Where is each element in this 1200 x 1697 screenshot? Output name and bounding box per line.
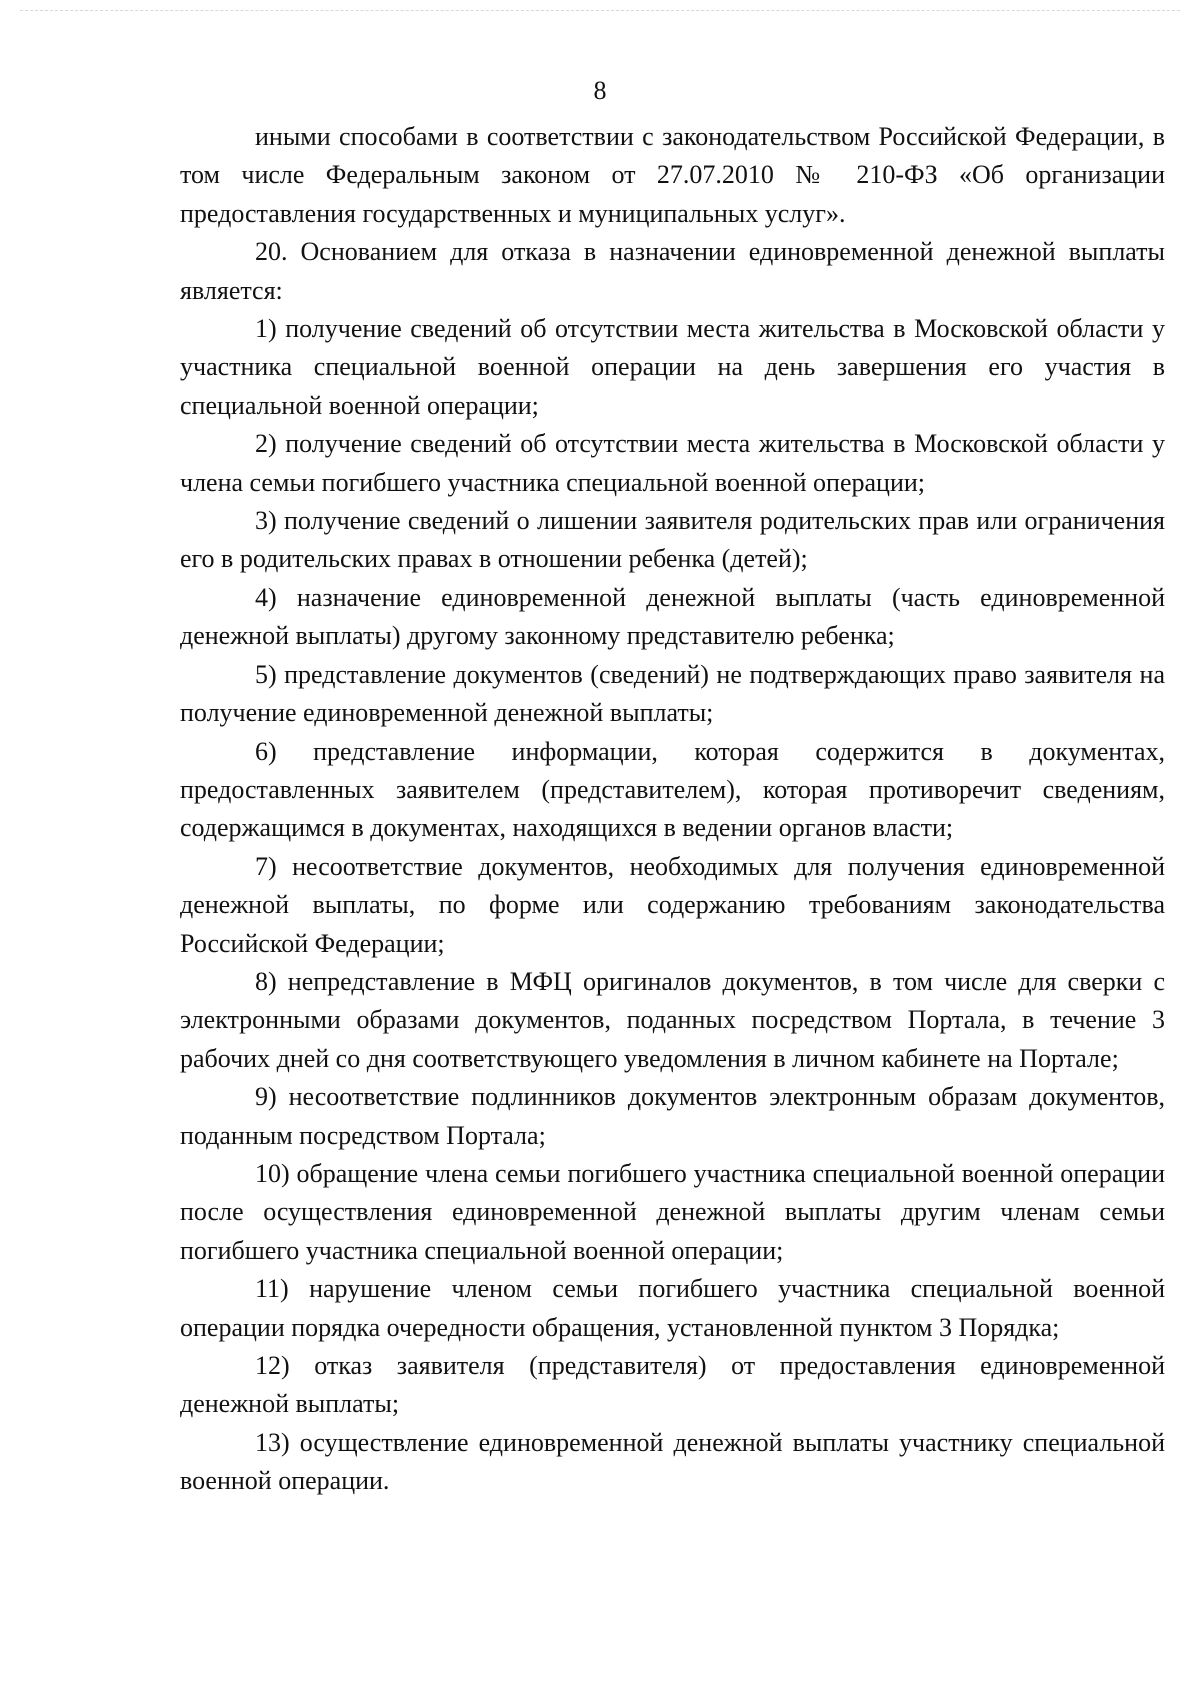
list-item-1: 1) получение сведений об отсутствии места жительства в Московской области у участника специальной военной операции на день завершения его участия в специальной военной операции; <box>180 314 1165 420</box>
list-item-8: 8) непредставление в МФЦ оригиналов документов, в том числе для сверки с электронными образами документов, поданных посредством Портала, в течение 3 рабочих дней со дня соответствующего уведомления в личном кабинете на Портале; <box>180 966 1165 1073</box>
list-item-5: 5) представление документов (сведений) не подтверждающих право заявителя на получение единовременной денежной выплаты; <box>180 659 1165 728</box>
paragraph-clause-20: 20. Основанием для отказа в назначении единовременной денежной выплаты является: <box>180 237 1165 305</box>
list-item-3: 3) получение сведений о лишении заявителя родительских прав или ограничения его в родительских правах в отношении ребенка (детей); <box>180 506 1165 574</box>
scan-edge-artifact <box>20 10 1180 12</box>
list-item-9: 9) несоответствие подлинников документов электронным образам документов, поданным посредством Портала; <box>180 1082 1165 1150</box>
list-item-11: 11) нарушение членом семьи погибшего участника специальной военной операции порядка очередности обращения, установленной пунктом 3 Порядка; <box>180 1274 1165 1342</box>
list-item-4: 4) назначение единовременной денежной выплаты (часть единовременной денежной выплаты) другому законному представителю ребенка; <box>180 582 1165 651</box>
list-item-7: 7) несоответствие документов, необходимых для получения единовременной денежной выплаты, по форме или содержанию требованиям законодательства Российской Федерации; <box>180 851 1165 958</box>
page-number: 8 <box>593 76 607 105</box>
list-item-13: 13) осуществление единовременной денежной выплаты участнику специальной военной операции. <box>180 1427 1165 1496</box>
list-item-2: 2) получение сведений об отсутствии места жительства в Московской области у члена семьи погибшего участника специальной военной операции; <box>180 429 1165 497</box>
document-body <box>180 118 1165 1501</box>
list-item-10: 10) обращение члена семьи погибшего участника специальной военной операции после осуществления единовременной денежной выплаты другим членам семьи погибшего участника специальной военной операции; <box>180 1158 1165 1265</box>
list-item-6: 6) представление информации, которая содержится в документах, предоставленных заявителем (представителем), которая противоречит сведениям, содержащимся в документах, находящихся в ведении органов власти; <box>180 736 1165 843</box>
paragraph-continuation: иными способами в соответствии с законодательством Российской Федерации, в том числе Федеральным законом от 27.07.2010 № 210-ФЗ «Об организации предоставления государственных и муниципальных услуг». <box>180 122 1165 228</box>
list-item-12: 12) отказ заявителя (представителя) от предоставления единовременной денежной выплаты; <box>180 1351 1165 1419</box>
